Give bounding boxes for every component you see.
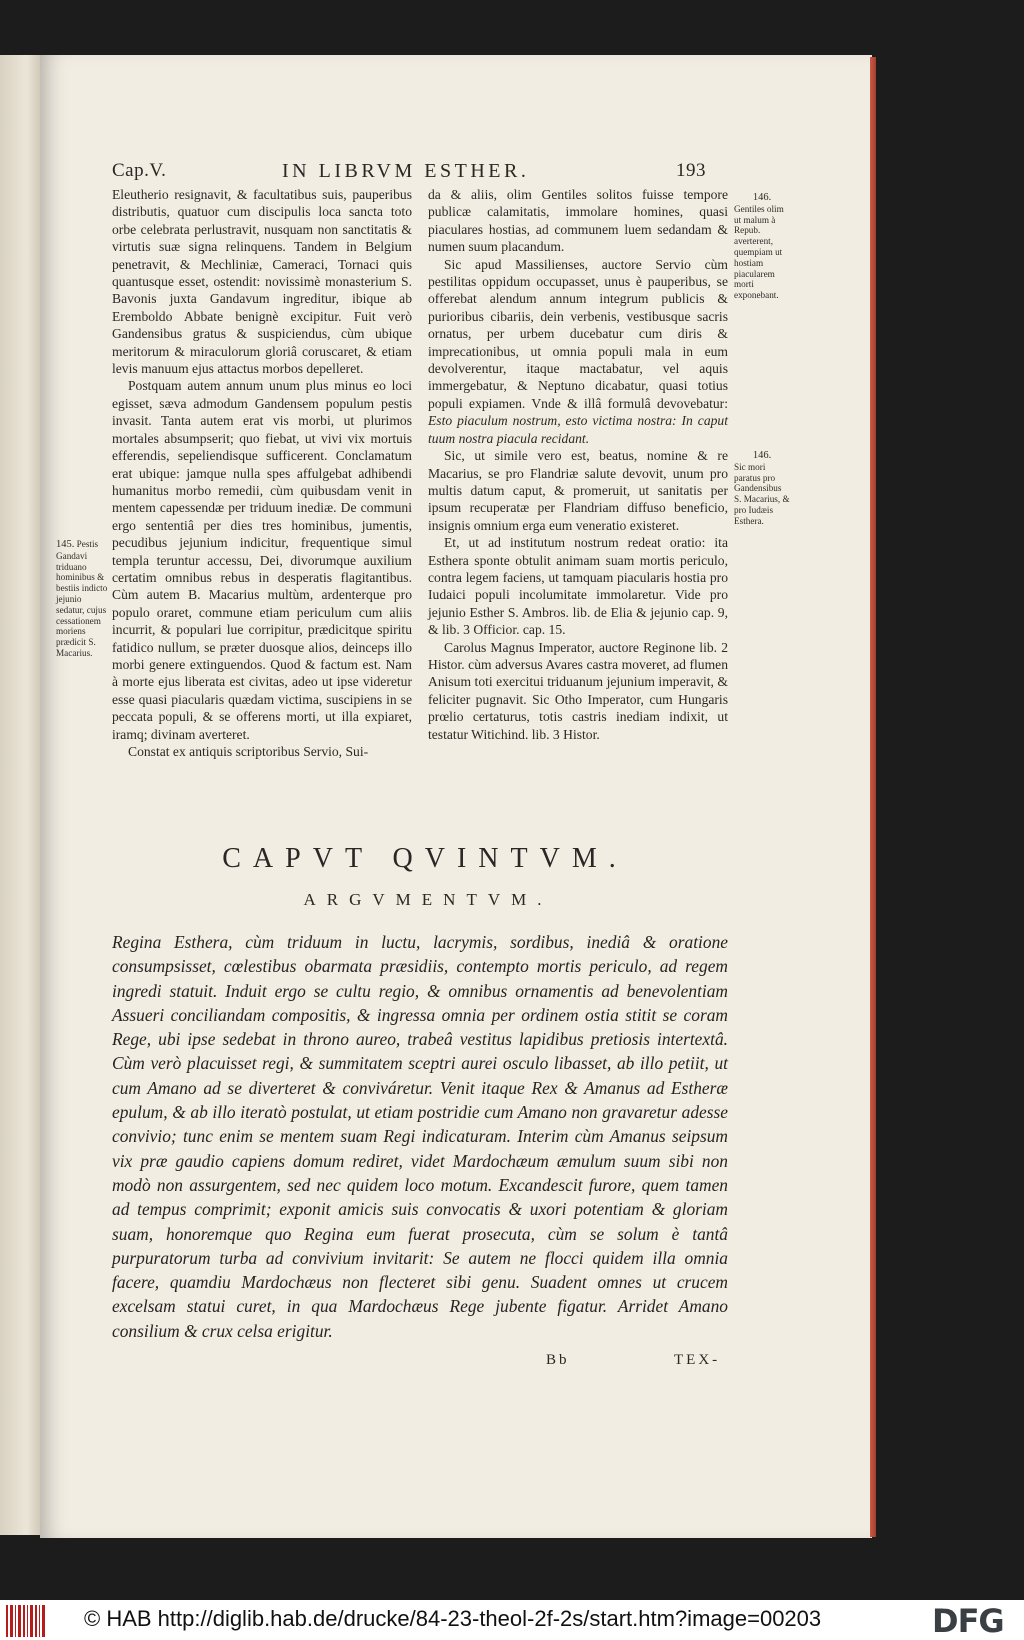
footer-url[interactable]: © HAB http://diglib.hab.de/drucke/84-23-theol-2f-2s/start.htm?image=00203 xyxy=(84,1606,822,1631)
dfg-logo: DFG xyxy=(932,1602,1004,1640)
catchword: TEX- xyxy=(674,1352,721,1368)
margin-note-right-2 xyxy=(734,451,790,527)
right-paragraph-2 xyxy=(428,256,728,447)
argumentum-heading: ARGVMENTVM. xyxy=(303,890,553,909)
margin-note-right-2-text: Sic mori paratus pro Gandensibus S. Macarius, & pro Iudæis Esthera. xyxy=(734,461,790,526)
margin-note-right-2-number: 146. xyxy=(752,450,772,461)
margin-note-right-1 xyxy=(734,193,790,301)
left-column xyxy=(112,186,412,760)
footer-bar xyxy=(0,1600,1024,1640)
left-paragraph-3: Constat ex antiquis scriptoribus Servio, Sui- xyxy=(128,744,369,759)
page-number: 193 xyxy=(676,160,706,181)
page-edge xyxy=(870,57,876,1537)
margin-note-left-number: 145. xyxy=(56,539,75,550)
right-column xyxy=(428,186,728,743)
right-paragraph-1: da & aliis, olim Gentiles solitos fuisse tempore publicæ calamitatis, immolare homines, quasi piaculares hostias, ad communem luem sedandam & numen suum placandum. xyxy=(428,187,728,255)
margin-note-right-1-text: Gentiles olim ut malum à Repub. averterent, quempiam ut hostiam piacularem morti exponebant. xyxy=(734,203,784,301)
running-head-chapter: Cap.V. xyxy=(112,160,167,181)
margin-note-right-1-number: 146. xyxy=(752,192,772,203)
margin-note-left-text: Pestis Gandavi triduano hominibus & bestiis indicto jejunio sedatur, cujus cessationem moriens prædicit S. Macarius. xyxy=(56,539,108,658)
devotion-formula: Esto piaculum nostrum, esto victima nostra: In caput tuum nostra piacula recidant. xyxy=(428,413,728,446)
argument-text: Regina Esthera, cùm triduum in luctu, lacrymis, sordibus, inediâ & oratione consumpsisset, cœlestibus obarmata præsidiis, contempto mortis periculo, ad regem ingredi statuit. Induit ergo se cultu regio, & omnibus ornamentis ad benevolentiam Assueri conciliandam compositis, & ingressa omnia per ordinem ostia stitit se coram Rege, ubi ipse sedebat in throno aureo, trabeâ vestitus lapidibus pretiosis intertextâ. Cùm verò placuisset regi, & summitatem sceptri aurei osculo libasset, ab illo petiit, ut cum Amano ad se diverteret & conviváretur. Venit itaque Rex & Amanus ad Estheræ epulum, & ab illo iteratò postulat, ut etiam postridie cum Amano non gravaretur adesse convivio; tunc enim se mentem suam Regi indicaturam. Interim cùm Amanus seipsum vix præ gaudio capiens domum rediret, videt Mardochæum æmulum suum sibi non modò non assurgentem, sed nec quidem loco motum. Excandescit furore, quem tamen ad tempus comprimit; exponit amicis suis convocatis & uxori potentiam & gloriam suam, honoremque quo Regina eum fuerat prosecuta, cùm se solum è tantâ purpuratorum turba ad convivium invitarit: Se autem ne flocci quidem illa omnia facere, quamdiu Mardochæus non flecteret sibi genu. Suadent omnes ut crucem excelsam statui curet, in qua Mardochæus Rege jubente figatur. Arridet Amano consilium & crux celsa erigitur. xyxy=(112,932,728,1341)
running-head-title: IN LIBRVM ESTHER. xyxy=(282,160,530,182)
left-paragraph-2: Postquam autem annum unum plus minus eo loci egisset, sæva admodum Gandensem populum pestis invasit. Tanta autem erat vis morbi, ut plurimos mortales absumpserit; quo fiebat, ut vivi vix mortuis efferendis, sepeliendisque sufficerent. Conclamatum erat ubique: jamque nulla spes affulgebat adhibendi humanitus morbo remedii, cùm quibusdam venit in mentem capessendæ per triduum inediæ. De communi ergo sententiâ per dies tres hominibus, jumentis, pecudibus jejunium indicitur, frequentique simul templa teruntur accessu, Dei, divorumque auxilium certatim omnibus rebus in desperatis flagitantibus. Cùm autem B. Macarius multùm, ardenterque pro populo oraret, commune etiam periculum cum aliis incurrit, & populari lue corripitur, prædicitque spiritu fatidico nullum, se præter duosque alios, deinceps illo morbi genere extinguendos. Quod & factum est. Nam à morte ejus liberata est civitas, adeo ut ipse videretur esse quasi piacularis quædam victima, suscipiens in se peccata populi, & se offerens morti, ut illa expiaret, iramq; divinam averteret. xyxy=(112,378,412,742)
right-paragraph-5: Carolus Magnus Imperator, auctore Reginone lib. 2 Histor. cùm adversus Avares castra moveret, ad flumen Anisum toti exercitui triduanum jejunium imperavit, & feliciter pugnavit. Sic Otho Imperator, cum Hungaris prœlio certaturus, totis castris inediam indixit, ut testatur Witichind. lib. 3 Histor. xyxy=(428,639,728,742)
previous-page-edge xyxy=(0,55,44,1535)
hab-barcode-icon xyxy=(6,1605,46,1637)
right-paragraph-2-text: Sic apud Massilienses, auctore Servio cùm pestilitas oppidum occupasset, unus è pauperibus, se offerebat alendum annum integrum publicis & purioribus cibariis, dein verbenis, vestibusque sacris ornatus, per urbem ducebatur cum diris & imprecationibus, ut omnia populi mala in eum devolverentur, itaque mactabatur, vel aquis immergebatur, & Neptuno dicabatur, quasi totius populi expiamen. Vnde & illâ formulâ devovebatur: xyxy=(428,256,728,411)
margin-note-left xyxy=(56,539,110,659)
right-paragraph-3: Sic, ut simile vero est, beatus, nomine & re Macarius, se pro Flandriæ salute devovit, unum pro multis datum caput, & promeruit, ut sanitatis per ipsum recuperatæ per Flandriam diffuso beneficio, insignis omnium erga eum veneratio existeret. xyxy=(428,448,728,533)
left-paragraph-1: Eleutherio resignavit, & facultatibus suis, pauperibus distributis, quatuor cum discipulis loca sancta toto orbe celebrata perlustravit, nusquam non sanctitatis & virtutis suæ signa relinquens. Tandem in Belgium penetravit, & Mechliniæ, Cameraci, Tornaci quis quantusque esset, ostendit: novissimè monasterium S. Bavonis juxta Gandavum ingreditur, ibique ab Eremboldo Abbate benignè excipitur. Fuit verò Gandensibus gratus & suspiciendus, cùm ubique meritorum & miraculorum gloriâ coruscaret, & etiam levis manuum ejus attactus morbos depelleret. xyxy=(112,187,412,377)
chapter-title: CAPVT QVINTVM. xyxy=(222,843,628,874)
right-paragraph-4: Et, ut ad institutum nostrum redeat oratio: ita Esthera sponte obtulit animam suam mortis periculo, contra legem faciens, ut tamquam piacularis hostia pro Iudaici populi incolumitate immolaretur. Vide pro jejunio Esther S. Ambros. lib. de Elia & jejunio cap. 9, & lib. 3 Officior. cap. 15. xyxy=(428,535,728,638)
signature-mark: Bb xyxy=(546,1352,570,1368)
